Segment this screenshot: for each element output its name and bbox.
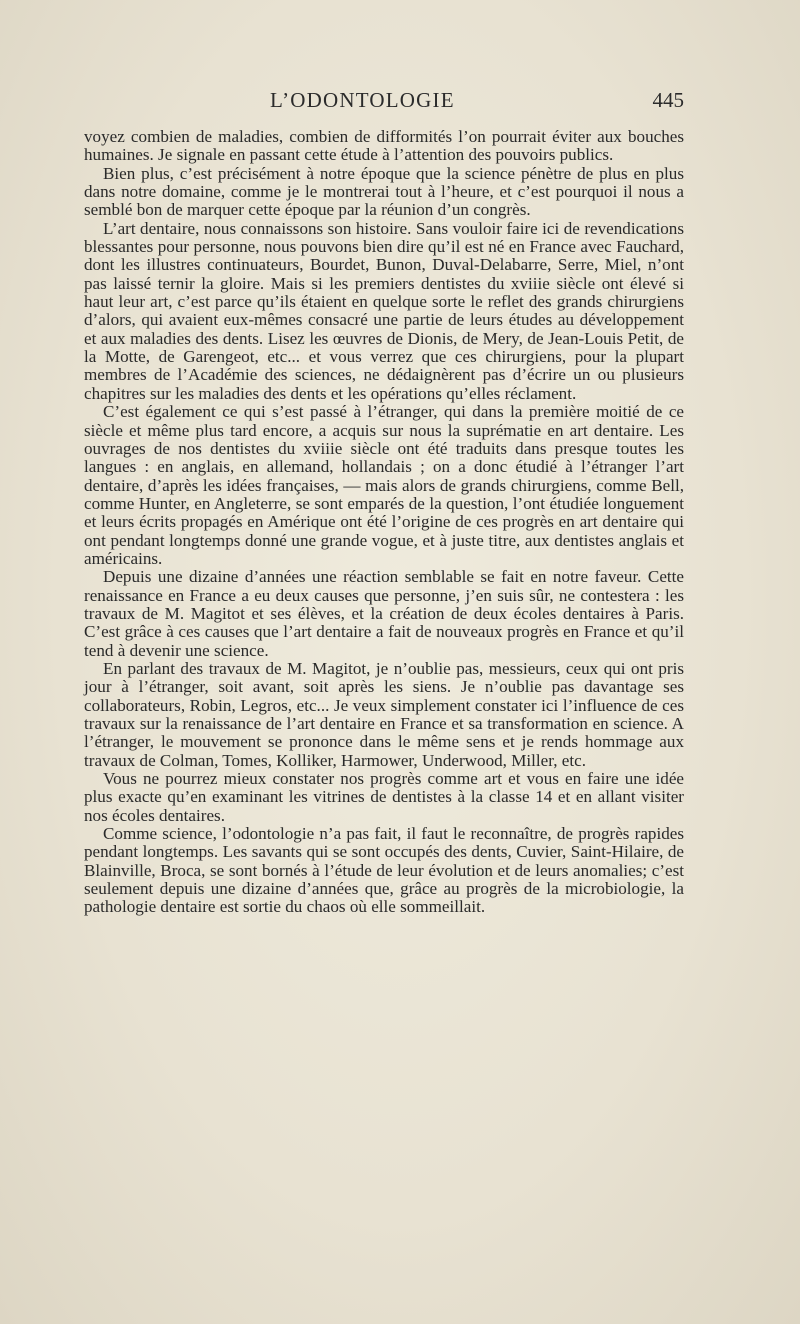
paragraph: voyez combien de maladies, combien de difformités l’on pourrait éviter aux bouches humaines. Je signale en passant cette étude à l’attention des pouvoirs publics. — [84, 127, 684, 165]
page-number: 445 — [652, 88, 684, 112]
paragraph: Depuis une dizaine d’années une réaction semblable se fait en notre faveur. Cette renaissance en France a eu deux causes que personne, j’en suis sûr, ne contestera : les travaux de M. Magitot et ses élèves, et la création de deux écoles dentaires à Paris. C’est grâce à ces causes que l’art dentaire a fait de nouveaux progrès en France et qu’il tend à devenir une science. — [84, 567, 684, 660]
paragraph: Vous ne pourrez mieux constater nos progrès comme art et vous en faire une idée plus exacte qu’en examinant les vitrines de dentistes à la classe 14 et en allant visiter nos écoles dentaires. — [84, 769, 684, 825]
paragraph: Bien plus, c’est précisément à notre époque que la science pénètre de plus en plus dans notre domaine, comme je le montrerai tout à l’heure, et c’est pourquoi il nous a semblé bon de marquer cette époque par la réunion d’un congrès. — [84, 163, 684, 220]
running-title: L’ODONTOLOGIE — [270, 88, 455, 112]
paragraph: L’art dentaire, nous connaissons son histoire. Sans vouloir faire ici de revendications blessantes pour personne, nous pouvons bien dire qu’il est né en France avec Fauchard, dont les illustres continuateurs, Bourdet, Bunon, Duval-Delabarre, Serre, Miel, n’ont pas laissé ternir la gloire. Mais si les premiers dentistes du xviiie siècle ont élevé si haut leur art, c’est parce qu’ils étaient en quelque sorte le reflet des grands chirurgiens d’alors, qui avaient eux-mêmes consacré une partie de leurs études au développement et aux maladies des dents. Lisez les œuvres de Dionis, de Mery, de Jean-Louis Petit, de la Motte, de Garengeot, etc... et vous verrez que ces chirurgiens, pour la plupart membres de l’Académie des sciences, ne dédaignèrent pas d’écrire un ou plusieurs chapitres sur les maladies des dents et les opérations qu’elles réclament. — [84, 218, 684, 403]
paragraph: En parlant des travaux de M. Magitot, je n’oublie pas, messieurs, ceux qui ont pris jour à l’étranger, soit avant, soit après les siens. Je n’oublie pas davantage ses collaborateurs, Robin, Legros, etc... Je veux simplement constater ici l’influence de ces travaux sur la renaissance de l’art dentaire en France et sa transformation en science. A l’étranger, le mouvement se prononce dans le même sens et je rends hommage aux travaux de Colman, Tomes, Kolliker, Harmower, Underwood, Miller, etc. — [84, 658, 684, 770]
body-text — [84, 128, 684, 917]
paragraph: Comme science, l’odontologie n’a pas fait, il faut le reconnaître, de progrès rapides pendant longtemps. Les savants qui se sont occupés des dents, Cuvier, Saint-Hilaire, de Blainville, Broca, se sont bornés à l’étude de leur évolution et de leurs anomalies; c’est seulement depuis une dizaine d’années que, grâce au progrès de la microbiologie, la pathologie dentaire est sortie du chaos où elle sommeillait. — [84, 824, 684, 917]
paragraph: C’est également ce qui s’est passé à l’étranger, qui dans la première moitié de ce siècle et même plus tard encore, a acquis sur nous la suprématie en art dentaire. Les ouvrages de nos dentistes du xviiie siècle ont été traduits dans presque toutes les langues : en anglais, en allemand, hollandais ; on a donc étudié à l’étranger l’art dentaire, d’après les idées françaises, — mais alors de grands chirurgiens, comme Bell, comme Hunter, en Angleterre, se sont emparés de la question, l’ont étudiée longuement et leurs écrits propagés en Amérique ont été l’origine de ces progrès en art dentaire qui ont pendant longtemps donné une grande vogue, et à juste titre, aux dentistes anglais et américains. — [84, 402, 684, 568]
page-header — [84, 88, 684, 118]
